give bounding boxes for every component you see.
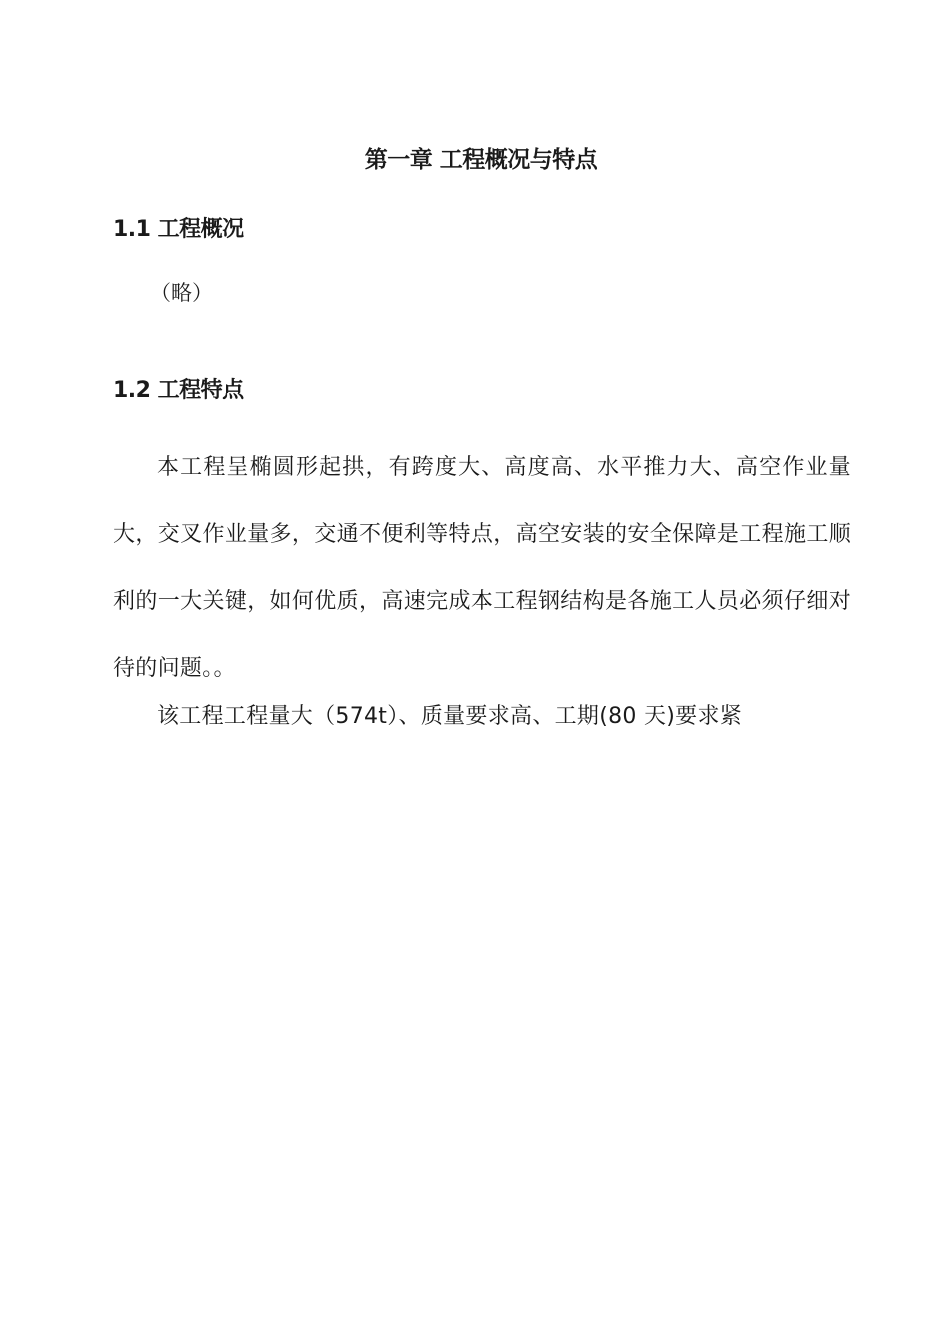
section-heading-overview: 1.1 工程概况 — [113, 217, 244, 242]
section-overview-content: （略） — [150, 281, 213, 305]
features-paragraph-1: 本工程呈椭圆形起拱，有跨度大、高度高、水平推力大、高空作业量大，交叉作业量多，交通不便利等特点，高空安装的安全保障是工程施工顺利的一大关键，如何优质，高速完成本工程钢结构是各施工人员必须仔细对待的问题。。 — [113, 455, 851, 681]
chapter-title: 第一章 工程概况与特点 — [364, 147, 598, 173]
features-paragraph-2: 该工程工程量大（574t）、质量要求高、工期(80 天)要求紧 — [157, 704, 743, 729]
section-heading-features: 1.2 工程特点 — [113, 378, 244, 403]
